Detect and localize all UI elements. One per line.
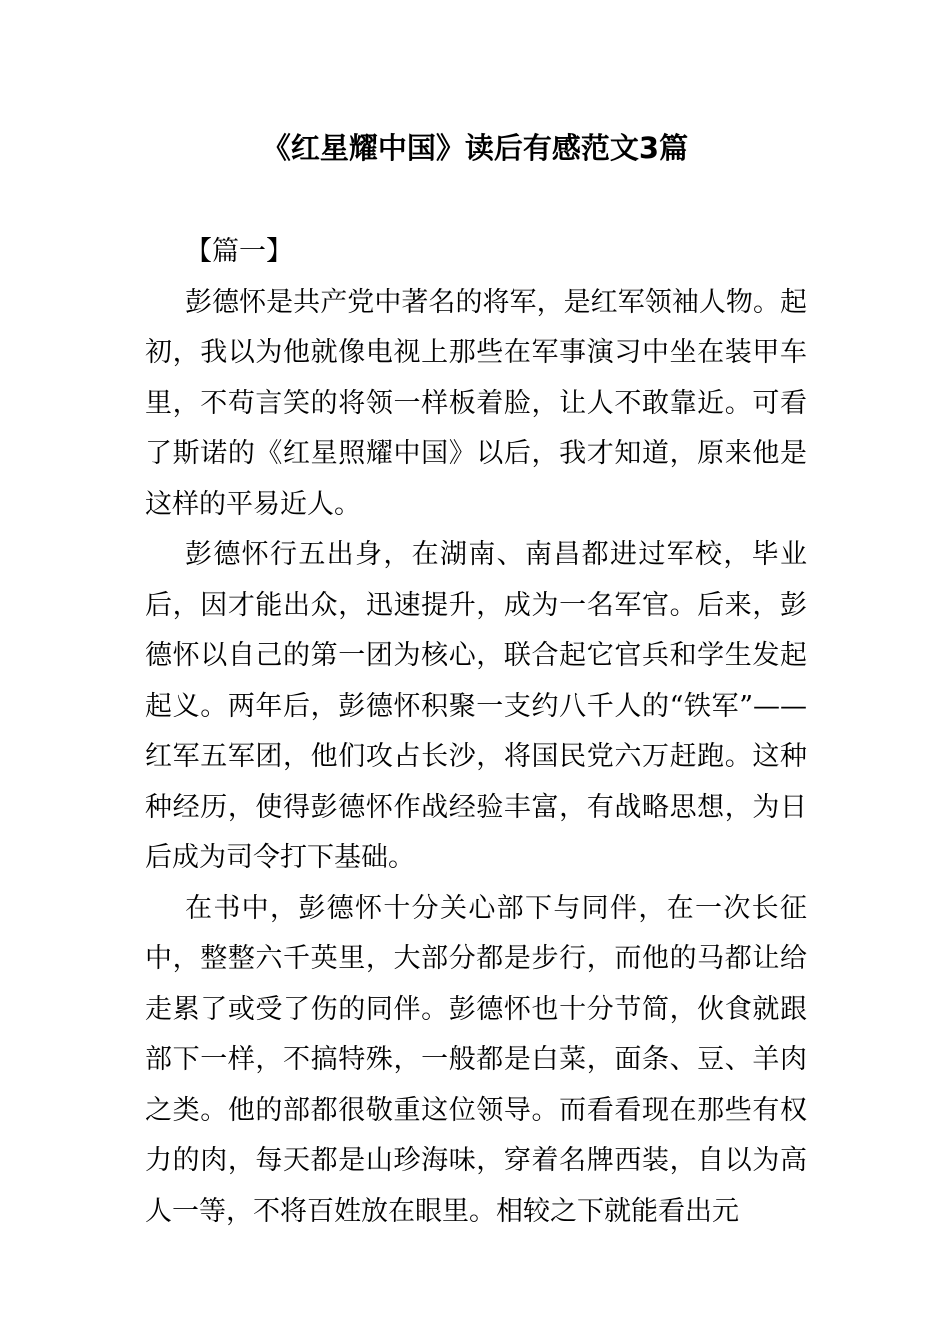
section-heading: 【篇一】 [185,236,293,267]
document-title: 《红星耀中国》读后有感范文3篇 [261,131,689,165]
document-body [145,227,807,1237]
paragraph-1: 彭德怀是共产党中著名的将军，是红军领袖人物。起初，我以为他就像电视上那些在军事演习中坐在装甲车里，不苟言笑的将领一样板着脸，让人不敢靠近。可看了斯诺的《红星照耀中国》以后，我才知道，原来他是这样的平易近人。 [145,286,807,520]
paragraph-3: 在书中，彭德怀十分关心部下与同伴，在一次长征中，整整六千英里，大部分都是步行，而他的马都让给走累了或受了伤的同伴。彭德怀也十分节简，伙食就跟部下一样，不搞特殊，一般都是白菜，面条、豆、羊肉之类。他的部都很敬重这位领导。而看看现在那些有权力的肉，每天都是山珍海味，穿着名牌西装，自以为高人一等，不将百姓放在眼里。相较之下就能看出元 [145,892,807,1227]
paragraph-2: 彭德怀行五出身，在湖南、南昌都进过军校，毕业后，因才能出众，迅速提升，成为一名军官。后来，彭德怀以自己的第一团为核心，联合起它官兵和学生发起起义。两年后，彭德怀积聚一支约八千人的“铁军”——红军五军团，他们攻占长沙，将国民党六万赶跑。这种种经历，使得彭德怀作战经验丰富，有战略思想，为日后成为司令打下基础。 [145,539,807,873]
